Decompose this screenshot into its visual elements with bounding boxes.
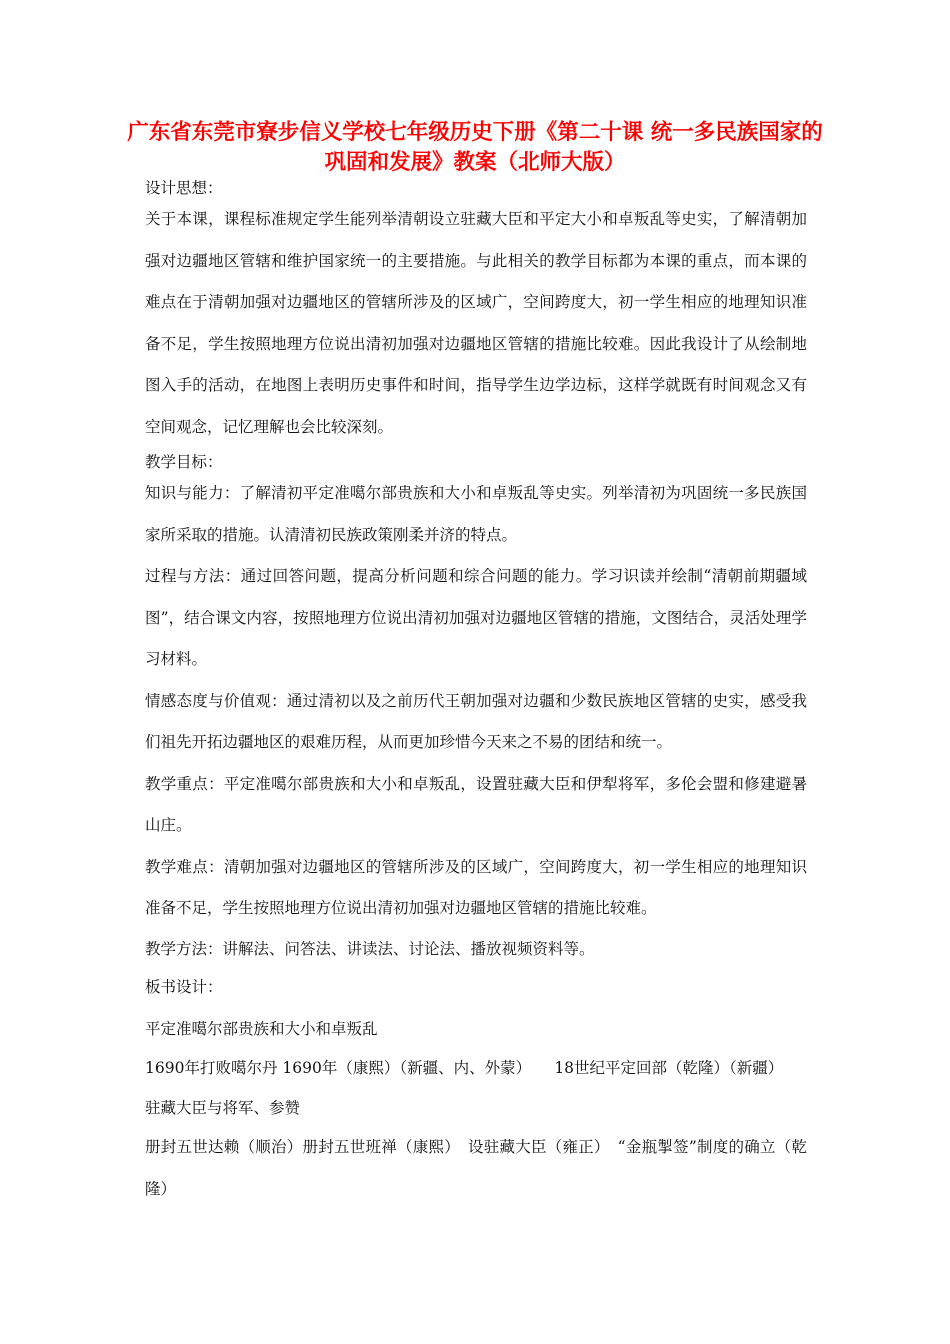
design-paragraph: 关于本课，课程标准规定学生能列举清朝设立驻藏大臣和平定大小和卓叛乱等史实，了解清朝加强对边疆地区管辖和维护国家统一的主要措施。与此相关的教学目标都为本课的重点，而本课的难点在于清朝加强对边疆地区的管辖所涉及的区域广，空间跨度大，初一学生相应的地理知识准备不足，学生按照地理方位说出清初加强对边疆地区管辖的措施比较难。因此我设计了从绘制地图入手的活动，在地图上表明历史事件和时间，指导学生边学边标，这样学就既有时间观念又有空间观念，记忆理解也会比较深刻。 [145,210,807,436]
board-item1-title: 平定准噶尔部贵族和大小和卓叛乱 [145,1019,378,1038]
board-item2-detail: 册封五世达赖（顺治）册封五世班禅（康熙） 设驻藏大臣（雍正） “金瓶掣签”制度的确立（乾隆） [145,1138,807,1198]
design-heading: 设计思想： [145,179,223,197]
goal-emotion-paragraph: 情感态度与价值观：通过清初以及之前历代王朝加强对边疆和少数民族地区管辖的史实，感受我们祖先开拓边疆地区的艰难历程，从而更加珍惜今天来之不易的团结和统一。 [145,691,807,751]
goal-process-paragraph: 过程与方法：通过回答问题，提高分析问题和综合问题的能力。学习识读并绘制“清朝前期疆域图”，结合课文内容，按照地理方位说出清初加强对边疆地区管辖的措施，文图结合，灵活处理学习材料。 [145,567,807,668]
goal-knowledge-paragraph: 知识与能力：了解清初平定准噶尔部贵族和大小和卓叛乱等史实。列举清初为巩固统一多民族国家所采取的措施。认清清初民族政策刚柔并济的特点。 [145,484,807,544]
board-item2-title: 驻藏大臣与将军、参赞 [145,1099,301,1117]
document-title: 广东省东莞市寮步信义学校七年级历史下册《第二十课 统一多民族国家的巩固和发展》教案（北师大版） [127,120,823,175]
board-heading: 板书设计： [145,977,223,996]
document-body [145,178,807,1210]
difficulties-paragraph: 教学难点：清朝加强对边疆地区的管辖所涉及的区域广，空间跨度大，初一学生相应的地理知识准备不足，学生按照地理方位说出清初加强对边疆地区管辖的措施比较难。 [145,857,807,917]
board-item1-detail: 1690年打败噶尔丹 1690年（康熙）（新疆、内、外蒙） 18世纪平定回部（乾隆）（新疆） [145,1058,784,1077]
methods-paragraph: 教学方法：讲解法、问答法、讲读法、讨论法、播放视频资料等。 [145,939,595,958]
key-points-paragraph: 教学重点：平定准噶尔部贵族和大小和卓叛乱，设置驻藏大臣和伊犁将军，多伦会盟和修建避暑山庄。 [145,774,807,834]
goals-heading: 教学目标： [145,453,223,471]
